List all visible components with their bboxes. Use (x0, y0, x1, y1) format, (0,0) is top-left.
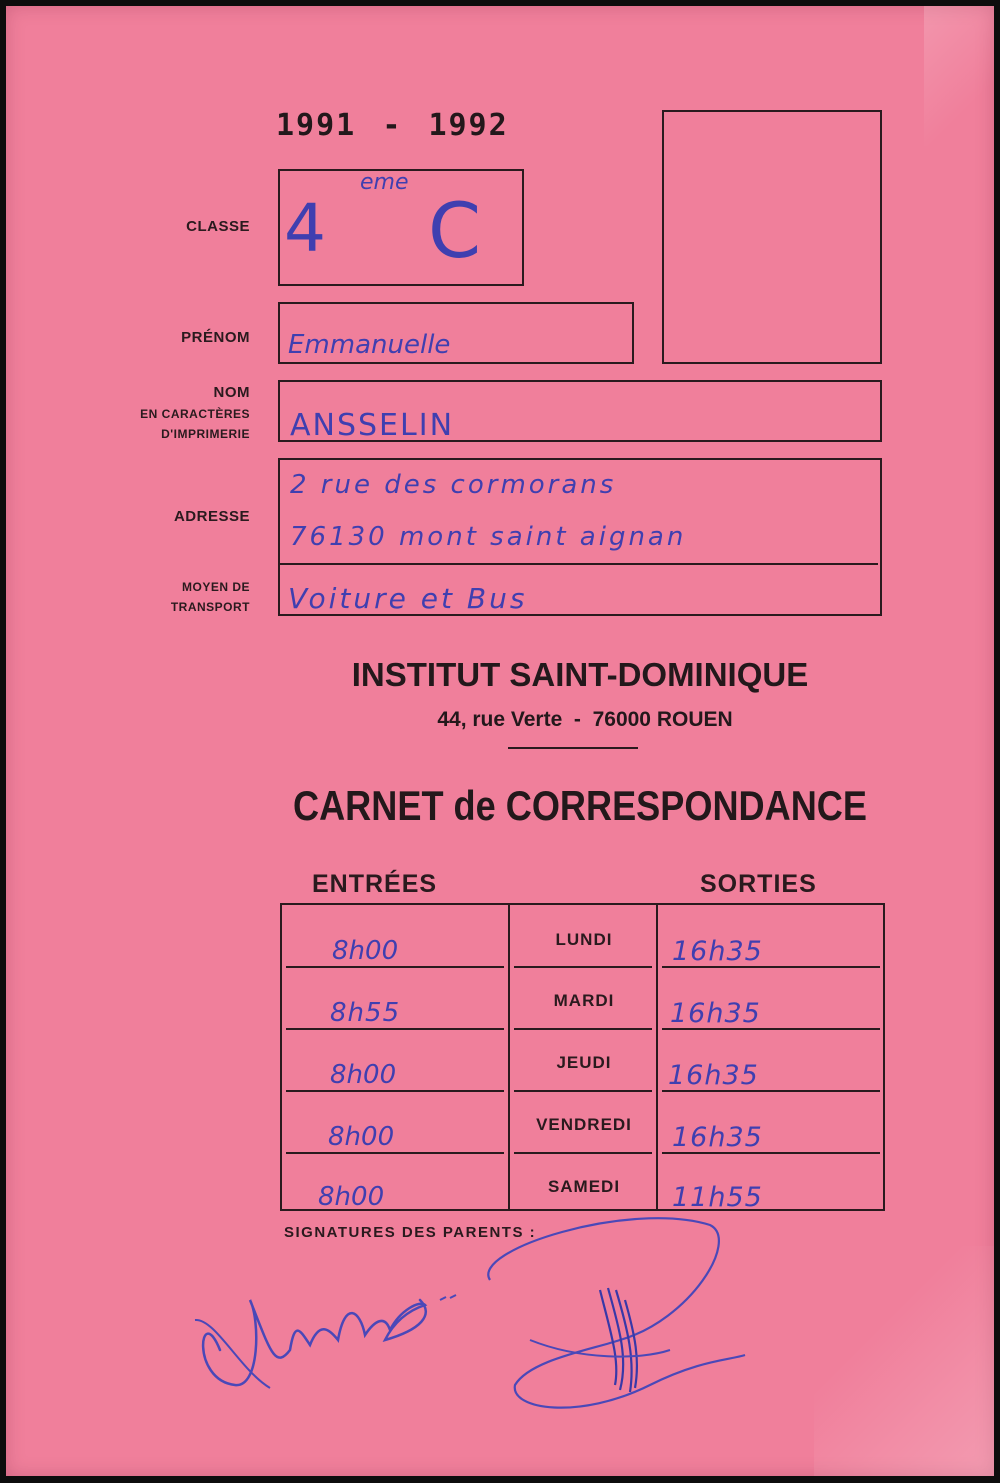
prenom-label: PRÉNOM (181, 329, 250, 346)
adresse-label: ADRESSE (173, 508, 250, 525)
schedule-row-line (514, 966, 652, 968)
adresse-divider (280, 563, 878, 565)
adresse-line-1: 2 rue des cormorans (290, 470, 617, 500)
schedule-entree: 8h55 (330, 998, 401, 1028)
schedule-day: LUNDI (555, 930, 613, 949)
schedule-entree: 8h00 (328, 1122, 395, 1152)
schedule-entree: 8h00 (318, 1182, 385, 1212)
school-name: INSTITUT SAINT-DOMINIQUE (351, 656, 809, 693)
schedule-row-line (514, 1028, 652, 1030)
adresse-line-2: 76130 mont saint aignan (290, 522, 687, 552)
cover-corner-wear (814, 1246, 994, 1476)
cover-corner-wear (924, 6, 994, 146)
schedule-day: SAMEDI (547, 1177, 621, 1196)
classe-section: C (428, 186, 482, 275)
parent-signature-2 (470, 1210, 760, 1430)
schedule-row-line (286, 1028, 504, 1030)
schedule-sortie: 11h55 (672, 1182, 763, 1213)
year-end: 1992 (428, 108, 509, 143)
schedule-row-line (514, 1090, 652, 1092)
transport-label: TRANSPORT (170, 600, 250, 614)
schedule-day: JEUDI (556, 1053, 612, 1072)
school-year (276, 108, 509, 143)
schedule-row-line (286, 1090, 504, 1092)
sorties-header: SORTIES (700, 870, 817, 898)
schedule-row-line (514, 1152, 652, 1154)
entrees-header: ENTRÉES (312, 870, 438, 898)
schedule-sortie: 16h35 (670, 998, 761, 1029)
nom-sub-label: EN CARACTÈRES (140, 407, 250, 421)
prenom-value: Emmanuelle (288, 330, 451, 360)
schedule-day: MARDI (553, 991, 615, 1010)
schedule-entree: 8h00 (330, 1060, 397, 1090)
school-underline (508, 747, 638, 749)
year-separator: - (382, 108, 403, 143)
photo-box (662, 110, 882, 364)
parent-signature-1 (180, 1260, 480, 1410)
schedule-sortie: 16h35 (668, 1060, 759, 1091)
schedule-entree: 8h00 (332, 936, 399, 966)
classe-superscript: eme (360, 170, 409, 195)
school-address: 44, rue Verte - 76000 ROUEN (437, 708, 733, 731)
nom-sub-label: D'IMPRIMERIE (161, 427, 250, 441)
schedule-row-line (286, 966, 504, 968)
schedule-sortie: 16h35 (672, 1122, 763, 1153)
year-start: 1991 (276, 108, 357, 143)
nom-value: ANSSELIN (290, 408, 455, 443)
classe-value: 4 (284, 190, 326, 267)
schedule-day: VENDREDI (536, 1115, 632, 1134)
schedule-row-line (286, 1152, 504, 1154)
nom-label: NOM (213, 384, 250, 401)
classe-label: CLASSE (186, 218, 250, 235)
transport-label: MOYEN DE (181, 580, 250, 594)
signatures-label: SIGNATURES DES PARENTS : (284, 1224, 537, 1241)
carnet-title: CARNET de CORRESPONDANCE (293, 782, 867, 829)
schedule-sortie: 16h35 (672, 936, 763, 967)
transport-value: Voiture et Bus (288, 582, 528, 615)
